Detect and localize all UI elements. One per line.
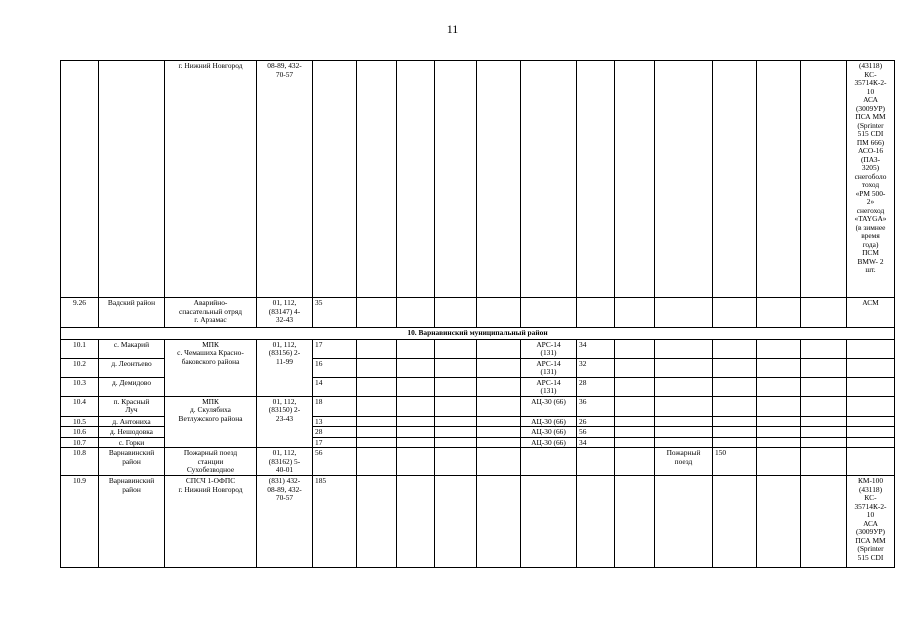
table-row: 10.7 с. Горки 17 АЦ-30 (66) 34: [61, 437, 895, 448]
page-number: 11: [446, 22, 459, 36]
table-row: 10.5 д. Антониха 13 АЦ-30 (66) 26: [61, 416, 895, 427]
table-row: 10.6 д. Нешодовка 28 АЦ-30 (66) 56: [61, 427, 895, 438]
table-row: [61, 61, 895, 298]
cell-phone: 08-89, 432- 70-57: [257, 61, 313, 298]
table-row: 10.8 Варнавинский район Пожарный поезд станции Сухобезводное 01, 112, (83162) 5- 40-01 56 Пожарный поезд 150: [61, 448, 895, 476]
section-header-row: [61, 328, 895, 340]
fire-coverage-table: [60, 60, 895, 568]
cell-unit: г. Нижний Новгород: [165, 61, 257, 298]
table-row: 10.9 Варнавинский район СПСЧ 1-ОФПС г. Нижний Новгород (831) 432- 08-89, 432- 70-57 185 КМ-100 (43118) КС- 35714К-2- 10 АСА (3009УР) ПСА ММ (Sprinter 515 CDI: [61, 476, 895, 568]
cell-equipment: (43118) КС- 35714К-2- 10 АСА (3009УР) ПСА ММ (Sprinter 515 CDI ПМ 666) АСО-16 (ПАЗ- 3205) снегоболо тоход «PM 500- 2» снегоход «TAYGA» (в зимнее время года) ПСМ BMW- 2 шт.: [847, 61, 895, 298]
section-title: 10. Варнавинский муниципальный район: [61, 328, 895, 340]
table-row: 10.4 п. Красный Луч МПК д. Скулябиха Ветлужского района 01, 112, (83150) 2- 23-43 18 АЦ-30 (66) 36: [61, 396, 895, 416]
table-row: 10.1 с. Макарий МПК с. Чемашиха Красно- баковского района 01, 112, (83156) 2- 11-99 17 АРС-14 (131) 34: [61, 339, 895, 358]
table-row: 10.2 д. Леонтьево 16 АРС-14 (131) 32: [61, 358, 895, 377]
table-row: 9.26 Вадский район Аварийно- спасательный отряд г. Арзамас 01, 112, (83147) 4- 32-43 35 АСМ: [61, 298, 895, 328]
table-row: 10.3 д. Демидово 14 АРС-14 (131) 28: [61, 377, 895, 396]
